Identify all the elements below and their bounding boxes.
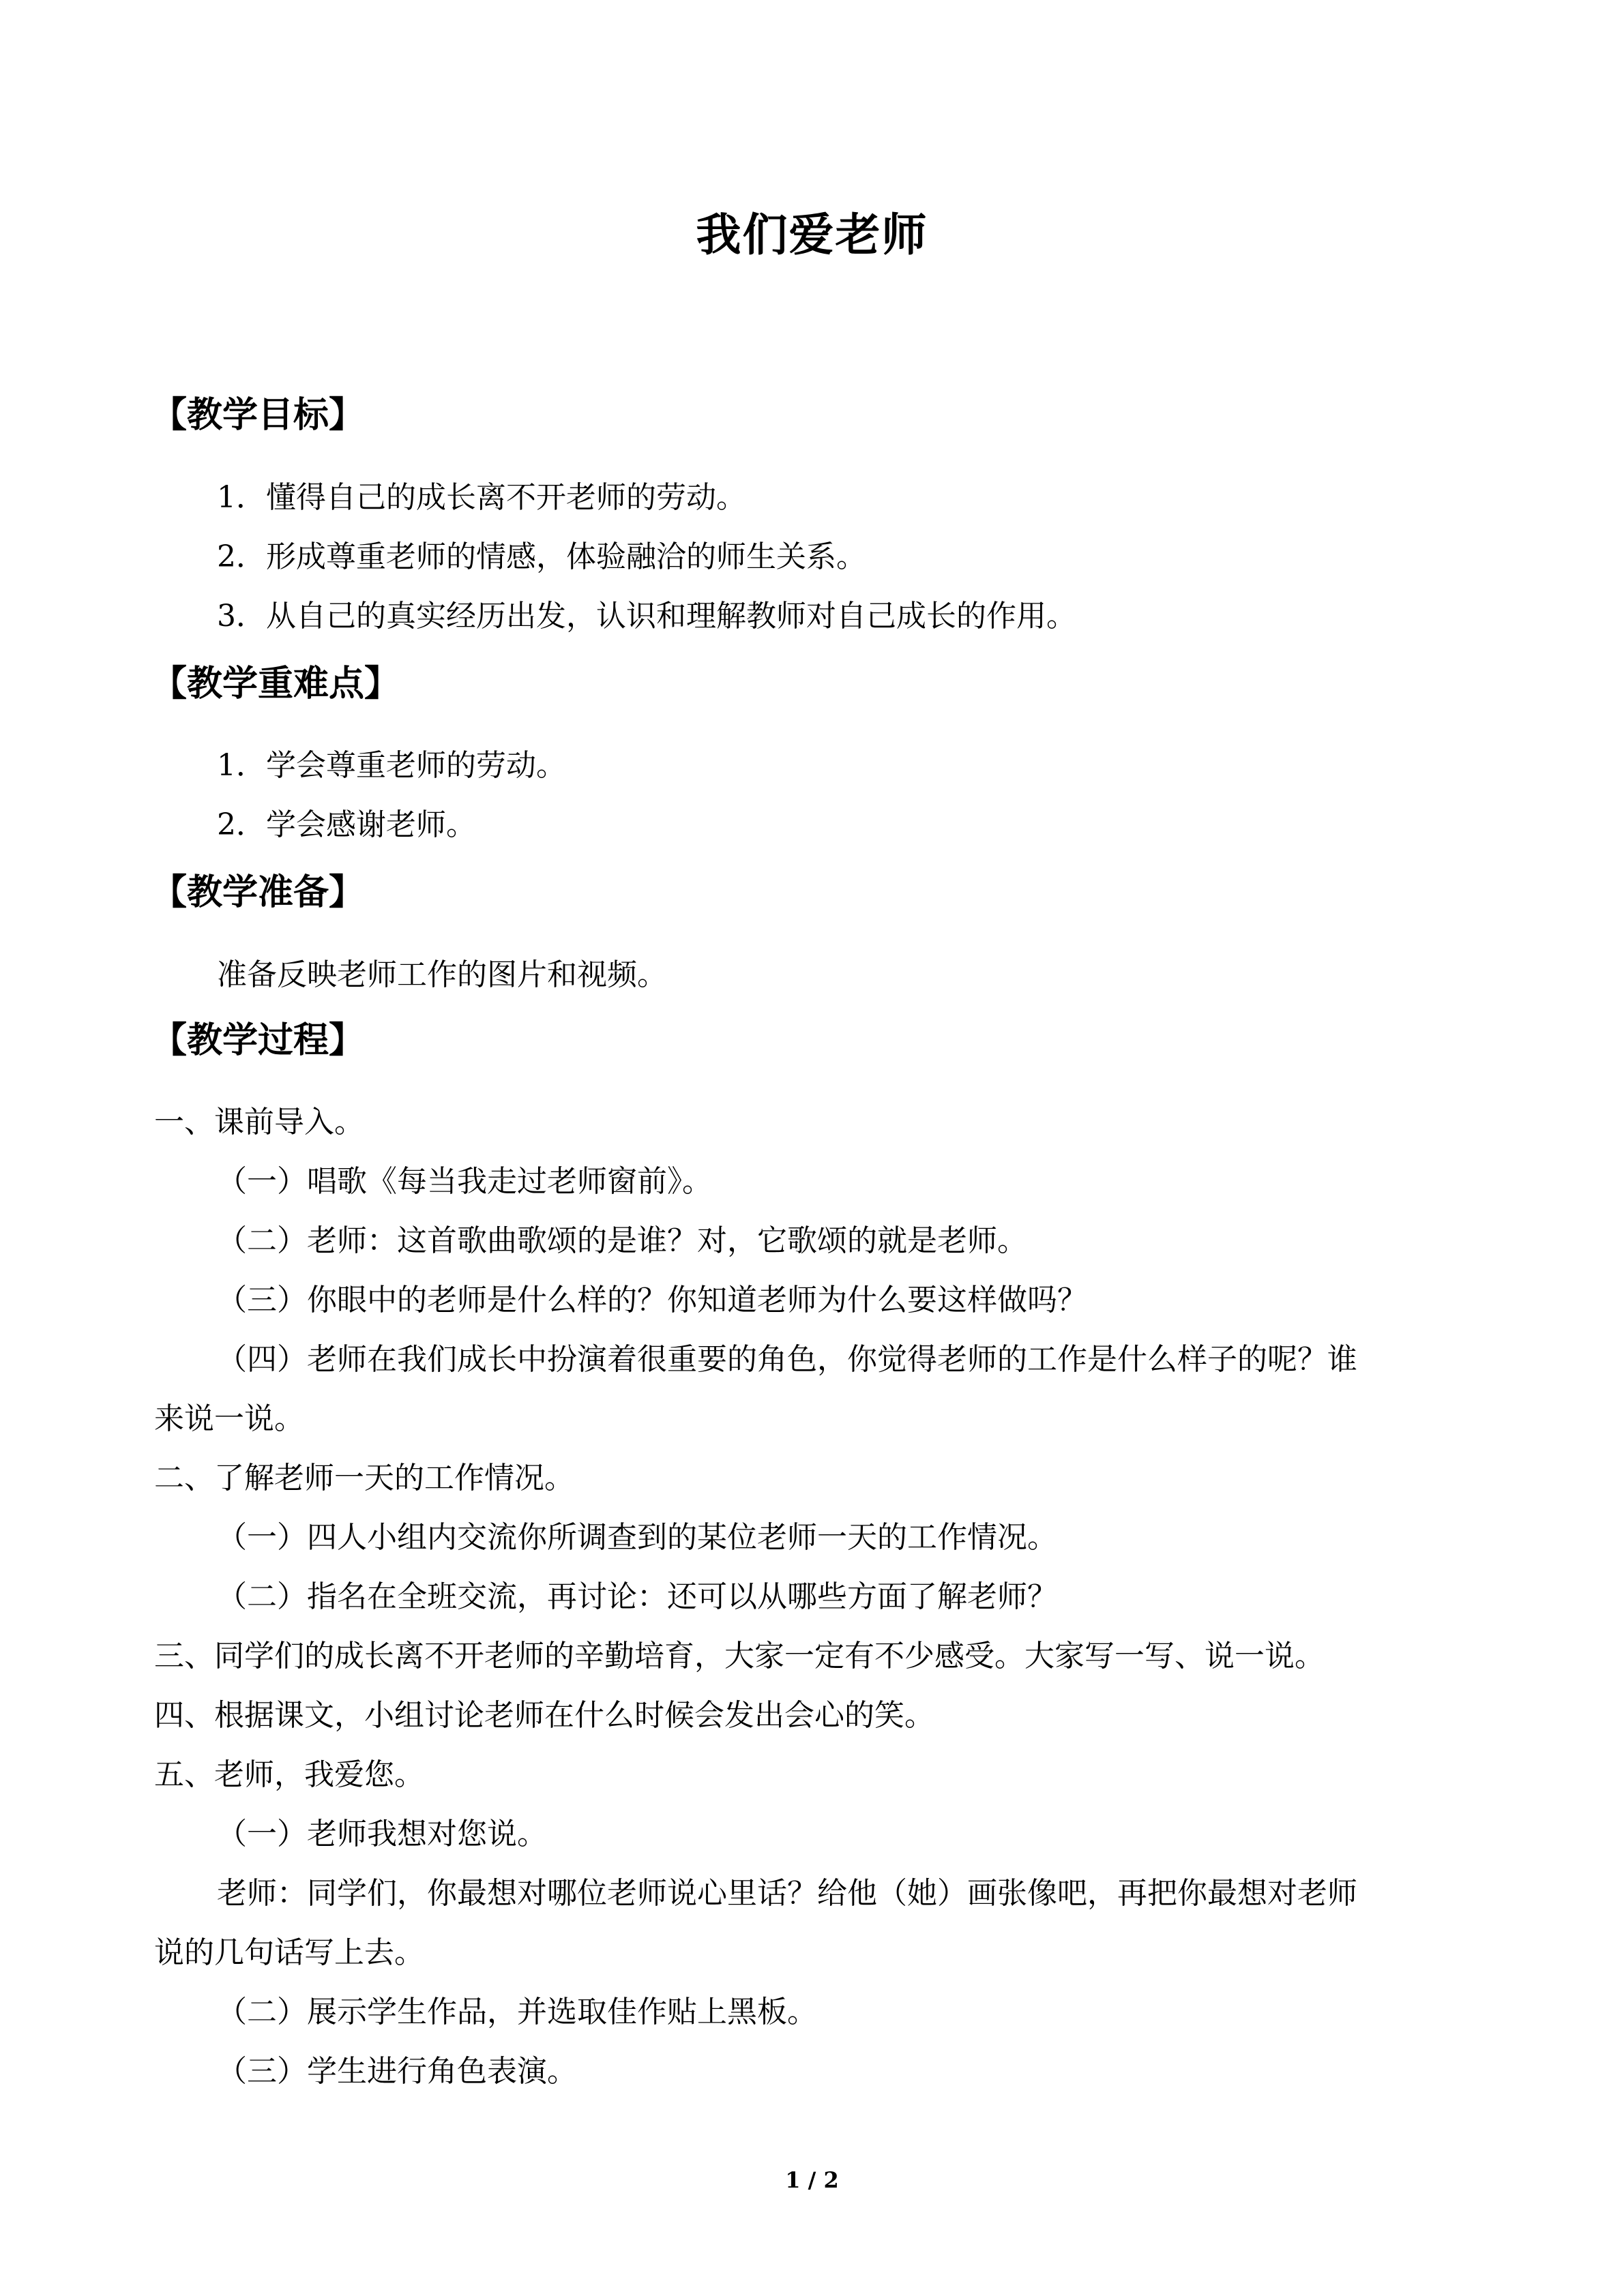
process-line: 说的几句话写上去。 — [154, 1935, 424, 1970]
process-line: （二）老师：这首歌曲歌颂的是谁？对，它歌颂的就是老师。 — [217, 1223, 1027, 1258]
key-point-item: 1．学会尊重老师的劳动。 — [217, 748, 566, 783]
goal-item: 3．从自己的真实经历出发，认识和理解教师对自己成长的作用。 — [217, 599, 1076, 633]
section-heading-preparation: 【教学准备】 — [151, 872, 365, 913]
process-line: 老师：同学们，你最想对哪位老师说心里话？给他（她）画张像吧，再把你最想对老师 — [217, 1876, 1357, 1911]
page-title: 我们爱老师 — [696, 209, 928, 261]
process-line: （二）展示学生作品，并选取佳作贴上黑板。 — [217, 1995, 817, 2029]
process-line: 一、课前导入。 — [154, 1105, 364, 1139]
process-line: （三）学生进行角色表演。 — [217, 2054, 577, 2089]
preparation-text: 准备反映老师工作的图片和视频。 — [217, 957, 667, 992]
process-line: （四）老师在我们成长中扮演着很重要的角色，你觉得老师的工作是什么样子的呢？谁 — [217, 1342, 1357, 1377]
section-heading-key-points: 【教学重难点】 — [151, 664, 400, 704]
process-line: （一）四人小组内交流你所调查到的某位老师一天的工作情况。 — [217, 1520, 1057, 1555]
process-line: （一）唱歌《每当我走过老师窗前》。 — [217, 1164, 712, 1199]
section-heading-process: 【教学过程】 — [151, 1020, 365, 1061]
section-heading-goals: 【教学目标】 — [151, 395, 365, 436]
goal-item: 1．懂得自己的成长离不开老师的劳动。 — [217, 480, 746, 515]
process-line: 五、老师，我爱您。 — [154, 1757, 424, 1792]
process-line: 二、了解老师一天的工作情况。 — [154, 1461, 574, 1495]
process-line: 四、根据课文，小组讨论老师在什么时候会发出会心的笑。 — [154, 1698, 934, 1733]
process-line: （三）你眼中的老师是什么样的？你知道老师为什么要这样做吗？ — [217, 1283, 1087, 1317]
process-line: （一）老师我想对您说。 — [217, 1817, 547, 1851]
process-line: （二）指名在全班交流，再讨论：还可以从哪些方面了解老师？ — [217, 1579, 1057, 1614]
goal-item: 2．形成尊重老师的情感，体验融洽的师生关系。 — [217, 539, 866, 574]
page-number: 1 / 2 — [785, 2167, 839, 2193]
key-point-item: 2．学会感谢老师。 — [217, 807, 476, 842]
process-line: 三、同学们的成长离不开老师的辛勤培育，大家一定有不少感受。大家写一写、说一说。 — [154, 1639, 1325, 1673]
process-line: 来说一说。 — [154, 1401, 304, 1436]
